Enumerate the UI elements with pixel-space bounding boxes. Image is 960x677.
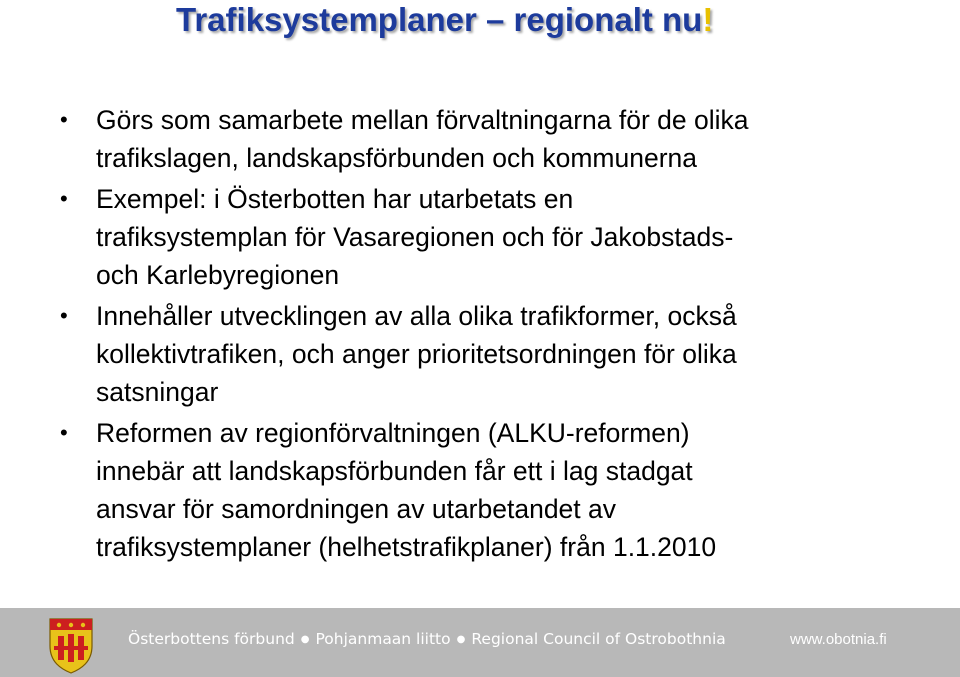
- slide-title-text: Trafiksystemplaner – regionalt nu: [176, 1, 703, 38]
- footer-org-en: Regional Council of Ostrobothnia: [471, 630, 726, 648]
- slide-title-exclamation: !: [702, 1, 714, 38]
- bullet-item: [60, 414, 940, 566]
- bullet-line: satsningar: [96, 377, 219, 407]
- bullet-dot-icon: •: [60, 186, 68, 211]
- footer-org-sv: Österbottens förbund: [128, 630, 295, 648]
- footer-bar: [0, 608, 960, 677]
- bullet-item: [60, 180, 940, 294]
- coat-of-arms-icon: [46, 616, 96, 674]
- slide-title: [176, 0, 713, 40]
- footer-separator-dot-icon: ●: [456, 634, 466, 645]
- footer-separator-dot-icon: ●: [300, 634, 310, 645]
- bullet-line: Innehåller utvecklingen av alla olika trafikformer, också: [96, 301, 737, 331]
- bullet-dot-icon: •: [60, 303, 68, 328]
- footer-organization: [128, 630, 726, 648]
- bullet-line: ansvar för samordningen av utarbetandet av: [96, 494, 617, 524]
- bullet-line: trafiksystemplaner (helhetstrafikplaner) från 1.1.2010: [96, 532, 717, 562]
- bullet-item: [60, 297, 940, 411]
- bullet-line: trafiksystemplan för Vasaregionen och för Jakobstads-: [96, 222, 734, 252]
- footer-org-fi: Pohjanmaan liitto: [315, 630, 451, 648]
- bullet-list: [60, 101, 940, 569]
- bullet-line: och Karlebyregionen: [96, 260, 340, 290]
- bullet-line: Reformen av regionförvaltningen (ALKU-reformen): [96, 418, 690, 448]
- bullet-dot-icon: •: [60, 107, 68, 132]
- footer-url-link[interactable]: www.obotnia.fi: [790, 631, 887, 648]
- bullet-line: kollektivtrafiken, och anger prioritetsordningen för olika: [96, 339, 737, 369]
- bullet-line: trafikslagen, landskapsförbunden och kommunerna: [96, 143, 698, 173]
- bullet-item: [60, 101, 940, 177]
- bullet-line: Exempel: i Österbotten har utarbetats en: [96, 184, 574, 214]
- bullet-line: Görs som samarbete mellan förvaltningarna för de olika: [96, 105, 749, 135]
- bullet-dot-icon: •: [60, 420, 68, 445]
- bullet-line: innebär att landskapsförbunden får ett i lag stadgat: [96, 456, 693, 486]
